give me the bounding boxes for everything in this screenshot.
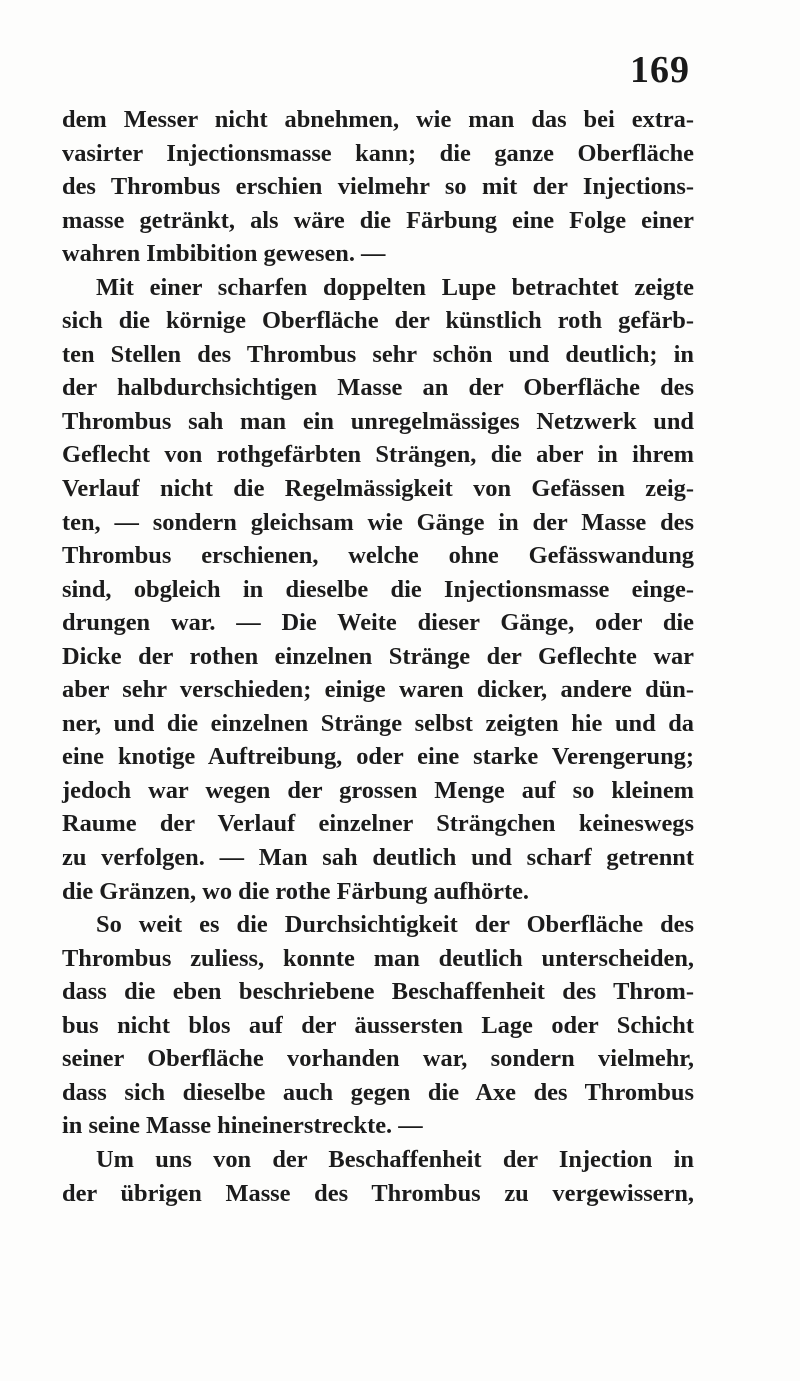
- text-line: der halbdurchsichtigen Masse an der Oberfläche des: [62, 374, 694, 402]
- text-line: zu verfolgen. — Man sah deutlich und scharf getrennt: [62, 844, 694, 872]
- text-line: Um uns von der Beschaffenheit der Injection in: [96, 1145, 694, 1173]
- text-line: Mit einer scharfen doppelten Lupe betrachtet zeigte: [96, 273, 694, 301]
- text-line: sind, obgleich in dieselbe die Injectionsmasse einge-: [62, 575, 694, 603]
- text-line: sich die körnige Oberfläche der künstlich roth gefärb-: [62, 307, 694, 335]
- text-line: vasirter Injectionsmasse kann; die ganze Oberfläche: [62, 139, 694, 167]
- text-line: eine knotige Auftreibung, oder eine starke Verengerung;: [62, 743, 694, 771]
- text-line: Verlauf nicht die Regelmässigkeit von Gefässen zeig-: [62, 475, 694, 503]
- page-number: 169: [630, 49, 690, 91]
- text-line: des Thrombus erschien vielmehr so mit der Injections-: [62, 173, 694, 201]
- text-line: drungen war. — Die Weite dieser Gänge, oder die: [62, 609, 694, 637]
- text-line: jedoch war wegen der grossen Menge auf so kleinem: [62, 776, 694, 804]
- text-line: wahren Imbibition gewesen. —: [62, 240, 386, 268]
- text-line: Thrombus erschienen, welche ohne Gefässwandung: [62, 542, 694, 570]
- text-line: dass sich dieselbe auch gegen die Axe des Thrombus: [62, 1078, 694, 1106]
- text-line: Thrombus zuliess, konnte man deutlich unterscheiden,: [62, 944, 694, 972]
- text-line: dem Messer nicht abnehmen, wie man das bei extra-: [62, 106, 694, 133]
- text-line: in seine Masse hineinerstreckte. —: [62, 1112, 423, 1140]
- text-line: Thrombus sah man ein unregelmässiges Netzwerk und: [62, 407, 694, 435]
- text-line: masse getränkt, als wäre die Färbung eine Folge einer: [62, 206, 694, 234]
- text-line: Dicke der rothen einzelnen Stränge der Geflechte war: [62, 642, 694, 670]
- body-text: [62, 103, 694, 1210]
- text-line: ten, — sondern gleichsam wie Gänge in der Masse des: [62, 508, 694, 536]
- text-line: die Gränzen, wo die rothe Färbung aufhörte.: [62, 877, 530, 905]
- text-line: Geflecht von rothgefärbten Strängen, die aber in ihrem: [62, 441, 694, 469]
- text-line: seiner Oberfläche vorhanden war, sondern vielmehr,: [62, 1045, 694, 1073]
- text-line: ner, und die einzelnen Stränge selbst zeigten hie und da: [62, 709, 694, 737]
- text-line: Raume der Verlauf einzelner Strängchen keineswegs: [62, 810, 694, 838]
- text-line: dass die eben beschriebene Beschaffenheit des Throm-: [62, 978, 694, 1006]
- text-line: bus nicht blos auf der äussersten Lage oder Schicht: [62, 1011, 694, 1039]
- text-line: der übrigen Masse des Thrombus zu vergewissern,: [62, 1179, 694, 1207]
- text-line: ten Stellen des Thrombus sehr schön und deutlich; in: [62, 340, 694, 368]
- text-line: aber sehr verschieden; einige waren dicker, andere dün-: [62, 676, 694, 704]
- text-line: So weit es die Durchsichtigkeit der Oberfläche des: [96, 911, 694, 939]
